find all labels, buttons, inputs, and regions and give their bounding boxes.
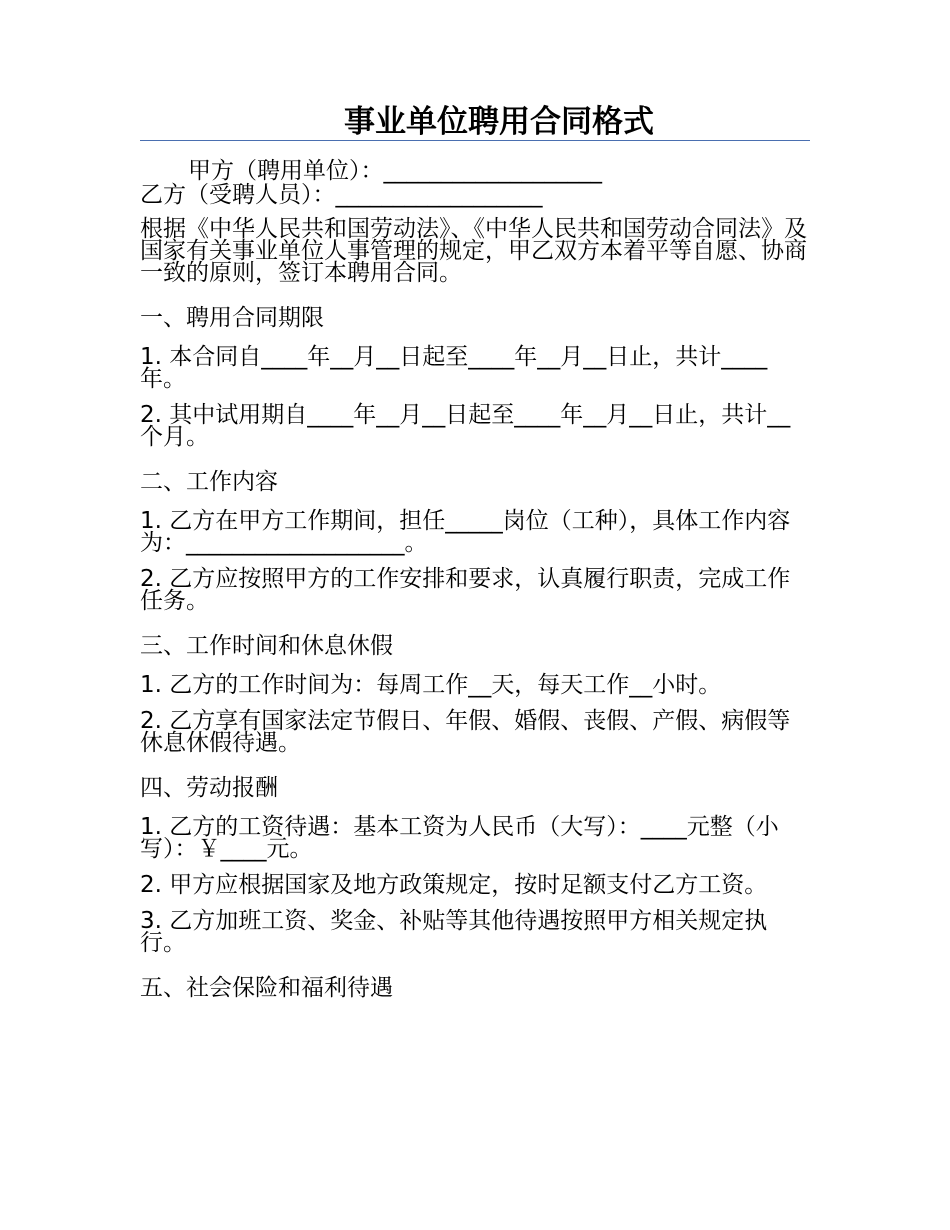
intro-paragraph: 根据《中华人民共和国劳动法》、《中华人民共和国劳动合同法》及国家有关事业单位人事管理的规定，甲乙双方本着平等自愿、协商一致的原则，签订本聘用合同。: [140, 216, 807, 286]
clause-item: 2. 乙方享有国家法定节假日、年假、婚假、丧假、产假、病假等休息休假待遇。: [140, 708, 791, 756]
clause-item: 1. 乙方的工作时间为：每周工作__天，每天工作__小时。: [140, 672, 722, 698]
clause-item: 2. 其中试用期自____年__月__日起至____年__月__日止，共计__个月。: [140, 402, 791, 450]
document-page: [140, 100, 810, 1002]
section-heading-term: 一、聘用合同期限: [140, 305, 324, 331]
clause-item: 1. 乙方的工资待遇：基本工资为人民币（大写）：____元整（小写）：￥____元。: [140, 814, 779, 862]
clause-item: 3. 乙方加班工资、奖金、补贴等其他待遇按照甲方相关规定执行。: [140, 908, 768, 956]
title-block: [140, 100, 810, 144]
clause-item: 2. 乙方应按照甲方的工作安排和要求，认真履行职责，完成工作任务。: [140, 566, 791, 614]
clause-item: 1. 本合同自____年__月__日起至____年__月__日止，共计____年。: [140, 344, 768, 392]
section-heading-work-hours: 三、工作时间和休息休假: [140, 633, 393, 659]
section-heading-social-insurance: 五、社会保险和福利待遇: [140, 975, 393, 1001]
party-a-line: 甲方（聘用单位）：___________________: [188, 158, 602, 184]
section-heading-remuneration: 四、劳动报酬: [140, 775, 278, 801]
document-title: 事业单位聘用合同格式: [344, 104, 654, 140]
party-b-line: 乙方（受聘人员）：__________________: [140, 182, 543, 208]
section-heading-work-content: 二、工作内容: [140, 469, 278, 495]
title-underline: [140, 140, 810, 141]
clause-item: 2. 甲方应根据国家及地方政策规定，按时足额支付乙方工资。: [140, 872, 768, 898]
clause-item: 1. 乙方在甲方工作期间，担任_____岗位（工种），具体工作内容为：___________________。: [140, 508, 791, 556]
